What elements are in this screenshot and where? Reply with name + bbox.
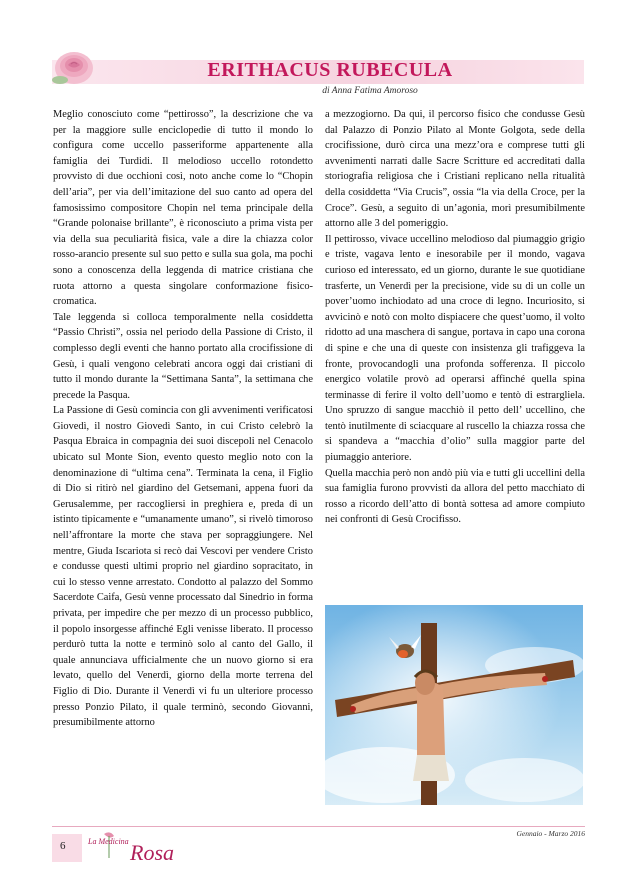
logo-text-top: La Medicina xyxy=(88,837,129,846)
page-number: 6 xyxy=(60,840,66,852)
page-number-box xyxy=(52,834,82,862)
paragraph: a mezzogiorno. Da qui, il percorso fisico che condusse Gesù dal Palazzo di Ponzio Pilato al Monte Golgota, sede della crocifissione, durò circa una mezz’ora e comprese tutti gli avvenimenti narrati dalle Sacre Scritture ed accreditati dalla storiografia religiosa che i Cristiani replicano nella ritualità della cosiddetta “Via Crucis”, ossia “la via della Croce, per la Croce”. Gesù, a seguito di un’agonia, morì presumibilmente attorno alle 3 del pomeriggio. xyxy=(325,109,585,230)
rose-icon xyxy=(50,44,98,88)
magazine-logo xyxy=(84,828,194,868)
crucifix-illustration xyxy=(325,605,583,805)
issue-date: Gennaio - Marzo 2016 xyxy=(516,829,585,838)
paragraph: Il pettirosso, vivace uccellino melodioso dal piumaggio grigio e triste, vagava lento e inesorabile per il mondo, vagava curioso ed interessato, ed un giorno, durante le sue quotidiane trasferte, un Venerdì per la precisione, vide su di un colle un pover’uomo inchiodato ad una croce di legno. Incuriosito, si avvicinò e notò con molto dispiacere che quest’uomo, il volto ridotto ad una maschera di sangue, portava in capo una corona di spine e che una di queste con insistenza gli trafiggeva la fronte, provocandogli una profonda sofferenza. Il piccolo energico volatile provò ad operarsi affinché quella spina terminasse di ferire il volto dell’uomo e tentò di estrargliela. Uno spruzzo di sangue macchiò il petto dell’ uccellino, che tentò inutilmente di sciacquare al ruscello la chiazza rossa che si spandeva a “macchia d’olio” sulla maggior parte del piumaggio anteriore. xyxy=(325,233,585,464)
left-column xyxy=(53,107,313,731)
paragraph: Meglio conosciuto come “pettirosso”, la descrizione che va per la maggiore sulle enciclopedie di tutto il mondo lo configura come uccello passeriforme appartenente alla famiglia dei Turdidi. Il melodioso uccello rotondetto provvisto di due occhioni così, noto anche come lo “Chopin dell’aria”, per via dell’imitazione del suo canto ad opera del famosissimo compositore Chopin nel tema principale della “Grande polonaise brillante”, è riconosciuto a prima vista per via della sua peculiarità fisica, vale a dire la chiazza color rosso-arancio presente sul suo petto e sulla sua gola, ma pochi sono a conoscenza della leggenda di matrice cristiana che ruota attorno a questa singolare conformazione fisico-cromatica. xyxy=(53,109,313,308)
logo-text-bottom: Rosa xyxy=(130,840,174,865)
paragraph: Quella macchia però non andò più via e tutti gli uccellini della sua famiglia furono provvisti da allora del petto macchiato di rosso a ricordo dell’atto di bontà sottesa ad amore compiuto nei confronti di Gesù Crocifisso. xyxy=(325,467,585,526)
right-column xyxy=(325,107,585,528)
paragraph: La Passione di Gesù comincia con gli avvenimenti verificatosi Giovedì, il nostro Giovedì Santo, in cui Cristo celebrò la Pasqua Ebraica in compagnia dei suoi discepoli nel Cenacolo ubicato sul Monte Sion, evento questo meglio noto con la denominazione di “ultima cena”. Terminata la cena, il Figlio di Dio si ritirò nel giardino del Getsemani, appena fuori da Gerusalemme, per raccogliersi in preghiera e, preda di un istinto tipicamente e “umanamente umano”, si rivelò timoroso nell’affrontare la morte che stava per sopraggiungere. Nel mentre, Giuda Iscariota si recò dai Vescovi per vendere Cristo e condusse questi ultimi proprio nel giardino sopracitato, in cui lo stesso venne arrestato. Condotto al palazzo del Sommo Sacerdote Caifa, Gesù venne processato dal Sinedrio in forma privata, per impedire che per mezzo di un processo pubblico, il popolo insorgesse affinché Egli venisse liberato. Il processo perdurò tutta la notte e terminò solo al canto del Gallo, il quale annunciava ufficialmente che un nuovo giorno si era levato, quello del Venerdì, giorno della morte terrena del Figlio di Dio. Durante il Venerdì vi fu un ulteriore processo presso Ponzio Pilato, il quale terminò, secondo Giovanni, presumibilmente attorno xyxy=(53,405,313,729)
footer-divider xyxy=(52,826,585,827)
article-byline: di Anna Fatima Amoroso xyxy=(322,86,418,96)
article-title: ERITHACUS RUBECULA xyxy=(207,59,453,81)
paragraph: Tale leggenda si colloca temporalmente nella cosiddetta “Passio Christi”, ossia nel periodo della Passione di Cristo, il complesso degli eventi che hanno portato alla crocifissione di Gesù, i quali vengono celebrati ancora oggi dai cristiani di tutto il mondo durante la “Settimana Santa”, la settimana che precede la Pasqua. xyxy=(53,311,313,401)
